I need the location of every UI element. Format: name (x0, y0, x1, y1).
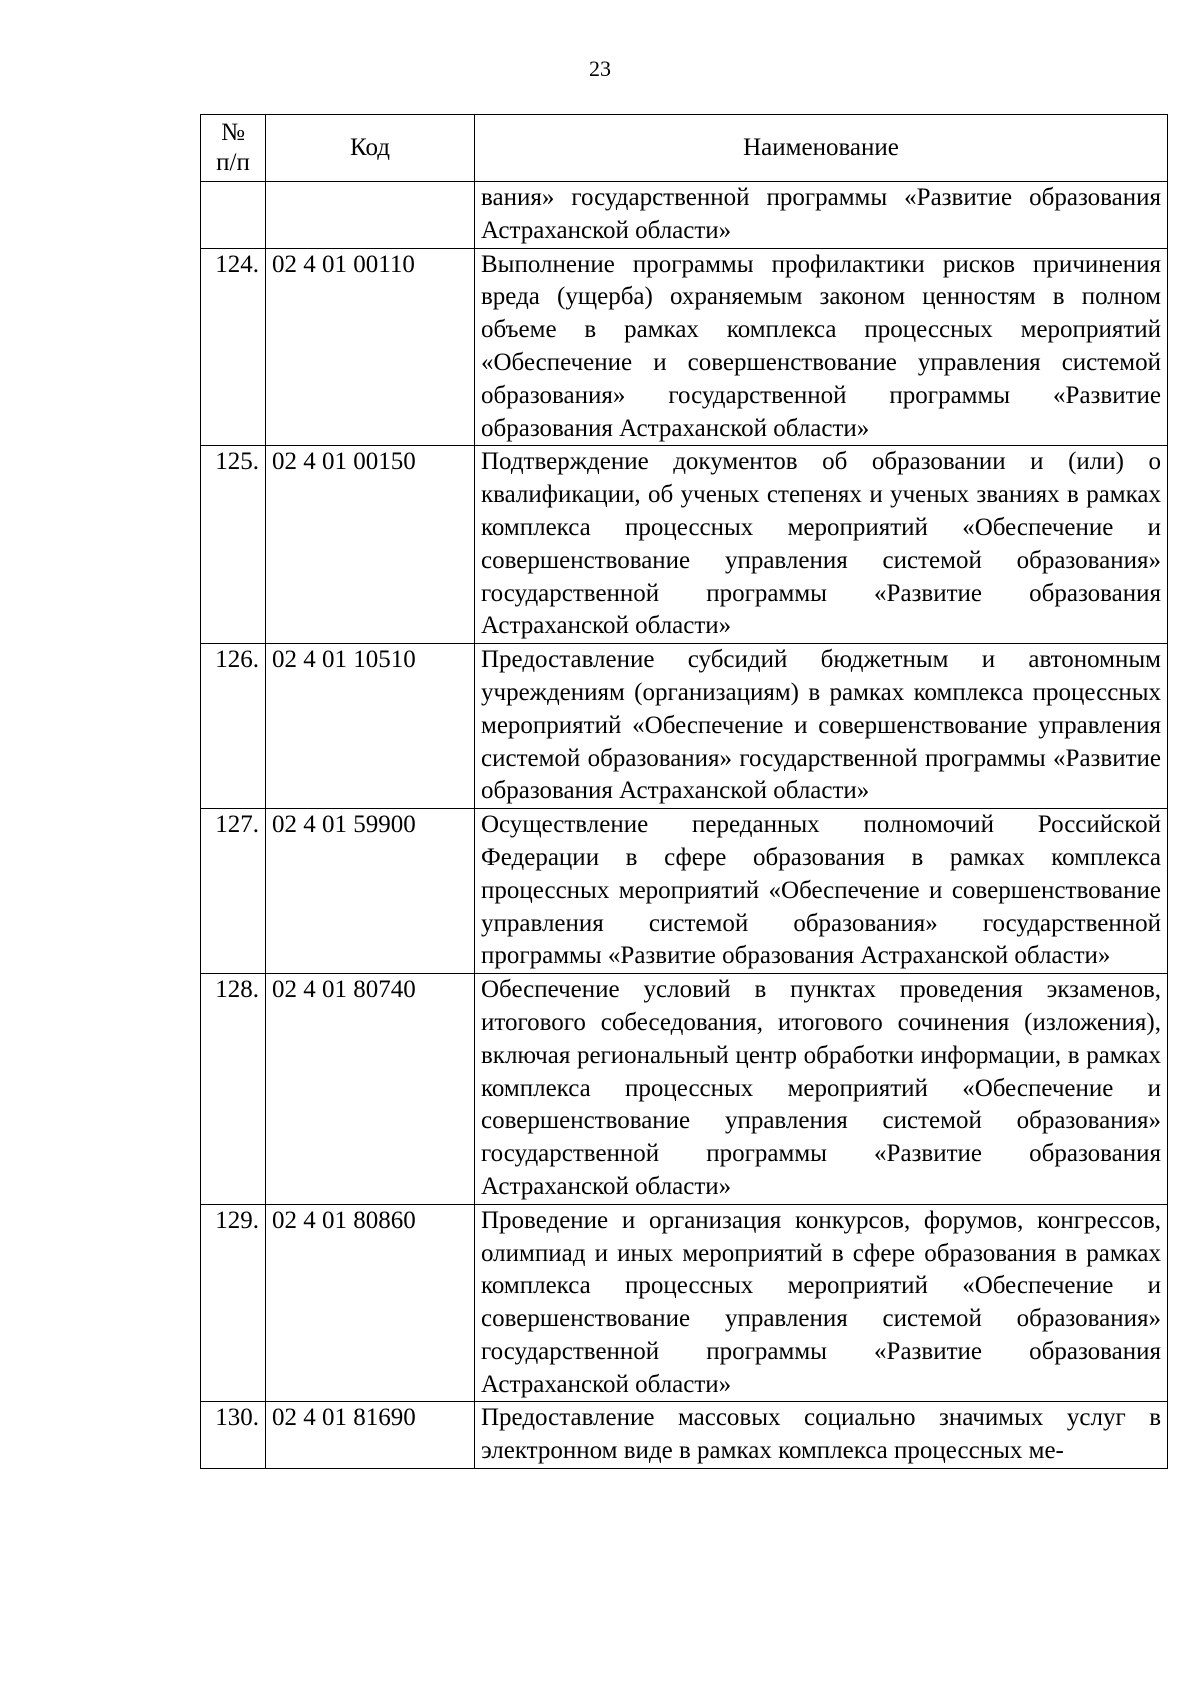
table-header-row (201, 115, 1168, 182)
table-row (201, 446, 1168, 644)
row-name: Предоставление массовых социально значимых услуг в электронном виде в рамках комплекса процессных ме- (475, 1402, 1168, 1469)
row-code: 02 4 01 59900 (266, 809, 475, 974)
row-num: 127. (201, 809, 266, 974)
classification-table (200, 114, 1168, 1469)
header-num: № п/п (201, 115, 266, 182)
row-num: 126. (201, 644, 266, 809)
row-name: Проведение и организация конкурсов, форумов, конгрессов, олимпиад и иных мероприятий в сфере образования в рамках комплекса процессных мероприятий «Обеспечение и совершенствование управления системой образования» государственной программы «Развитие образования Астраханской области» (475, 1204, 1168, 1402)
row-code: 02 4 01 80740 (266, 974, 475, 1205)
row-code: 02 4 01 80860 (266, 1204, 475, 1402)
row-code: 02 4 01 81690 (266, 1402, 475, 1469)
row-name: вания» государственной программы «Развитие образования Астраханской области» (475, 182, 1168, 249)
header-code: Код (266, 115, 475, 182)
row-name: Выполнение программы профилактики рисков причинения вреда (ущерба) охраняемым законом ценностям в полном объеме в рамках комплекса процессных мероприятий «Обеспечение и совершенствование управления системой образования» государственной программы «Развитие образования Астраханской области» (475, 248, 1168, 446)
row-name: Обеспечение условий в пунктах проведения экзаменов, итогового собеседования, итогового сочинения (изложения), включая региональный центр обработки информации, в рамках комплекса процессных мероприятий «Обеспечение и совершенствование управления системой образования» государственной программы «Развитие образования Астраханской области» (475, 974, 1168, 1205)
table-row (201, 248, 1168, 446)
table-row (201, 1402, 1168, 1469)
table-row (201, 644, 1168, 809)
page-number: 23 (589, 56, 611, 81)
table-row (201, 809, 1168, 974)
row-name: Осуществление переданных полномочий Российской Федерации в сфере образования в рамках комплекса процессных мероприятий «Обеспечение и совершенствование управления системой образования» государственной программы «Развитие образования Астраханской области» (475, 809, 1168, 974)
row-code: 02 4 01 00110 (266, 248, 475, 446)
table-row (201, 182, 1168, 249)
header-name: Наименование (475, 115, 1168, 182)
row-num: 130. (201, 1402, 266, 1469)
table-row (201, 1204, 1168, 1402)
row-num: 129. (201, 1204, 266, 1402)
row-code: 02 4 01 10510 (266, 644, 475, 809)
row-num: 124. (201, 248, 266, 446)
row-name: Подтверждение документов об образовании и (или) о квалификации, об ученых степенях и ученых званиях в рамках комплекса процессных мероприятий «Обеспечение и совершенствование управления системой образования» государственной программы «Развитие образования Астраханской области» (475, 446, 1168, 644)
row-num (201, 182, 266, 249)
row-code: 02 4 01 00150 (266, 446, 475, 644)
row-name: Предоставление субсидий бюджетным и автономным учреждениям (организациям) в рамках комплекса процессных мероприятий «Обеспечение и совершенствование управления системой образования» государственной программы «Развитие образования Астраханской области» (475, 644, 1168, 809)
row-num: 128. (201, 974, 266, 1205)
row-num: 125. (201, 446, 266, 644)
table-row (201, 974, 1168, 1205)
row-code (266, 182, 475, 249)
